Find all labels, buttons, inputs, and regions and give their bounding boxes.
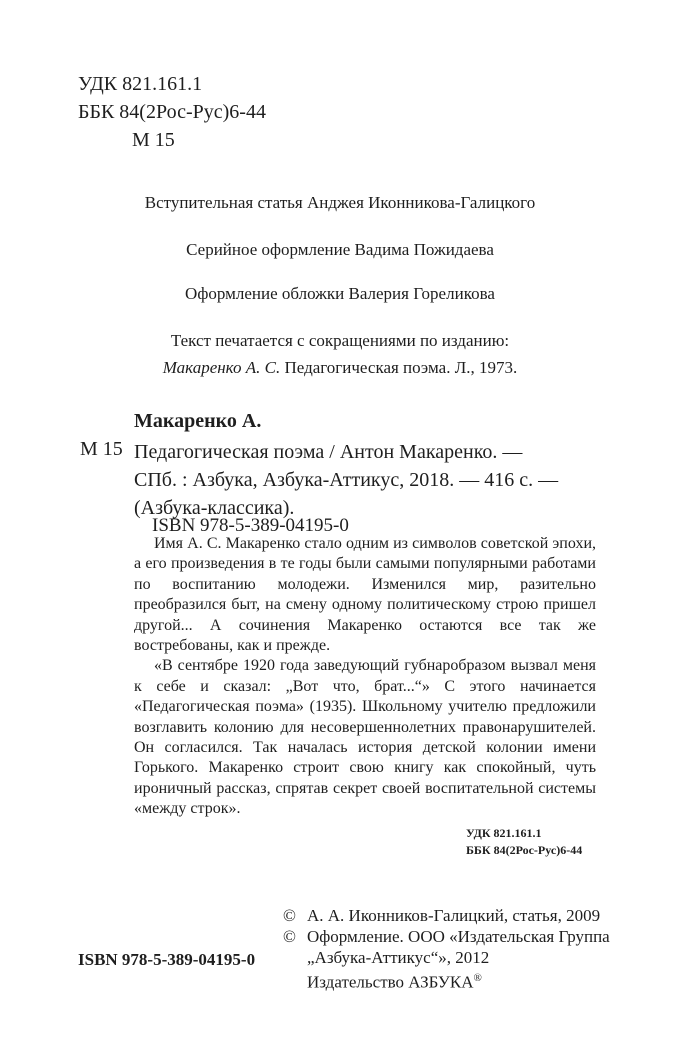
bottom-classification-codes (466, 825, 582, 859)
intro-credit: Вступительная статья Анджея Иконникова-Галицкого (144, 193, 536, 212)
copyright-symbol: © (283, 906, 296, 925)
series-design-credit: Серийное оформление Вадима Пожидаева (186, 240, 494, 259)
annotation (134, 534, 596, 820)
copyright-row-4 (283, 968, 610, 993)
bibliographic-author: Макаренко А. (134, 410, 262, 432)
copyright-row-3 (283, 947, 610, 968)
copyright-block (283, 905, 610, 993)
source-edition-note (0, 327, 680, 381)
bib-line-3: (Азбука-классика). (134, 497, 295, 519)
copyright-line-2: Оформление. ООО «Издательская Группа (307, 927, 610, 946)
bib-line-2: СПб. : Азбука, Азбука-Аттикус, 2018. — 416 с. — (134, 469, 559, 491)
copyright-line-1: А. А. Иконников-Галицкий, статья, 2009 (307, 906, 601, 925)
copyright-line-4: Издательство АЗБУКА (307, 972, 474, 992)
source-title: Педагогическая поэма. Л., 1973. (284, 358, 518, 377)
copyright-row-1 (283, 905, 610, 926)
author-mark: М 15 (132, 129, 175, 151)
bibliographic-description (134, 438, 558, 522)
bbk-code: ББК 84(2Рос-Рус)6-44 (78, 101, 266, 123)
cover-design-credit: Оформление обложки Валерия Гореликова (185, 284, 495, 303)
copyright-symbol: © (283, 927, 296, 946)
registered-mark: ® (473, 972, 482, 984)
copyright-line-3: „Азбука-Аттикус“», 2012 (307, 948, 490, 967)
udk-code: УДК 821.161.1 (78, 73, 203, 95)
top-classification-codes (78, 70, 266, 154)
source-note-text: Текст печатается с сокращениями по изданию: (170, 331, 510, 350)
bottom-bbk-code: ББК 84(2Рос-Рус)6-44 (466, 843, 583, 857)
source-reference (0, 354, 680, 381)
annotation-paragraph-2: «В сентябре 1920 года заведующий губнаробразом вызвал меня к себе и сказал: „Вот что, брат...“» С этого начинается «Педагогическая поэма» (1935). Школьному учителю предложили возглавить колонию для несовершеннолетних правонарушителей. Он согласился. Так началась история детской колонии имени Горького. Макаренко строит свою книгу как спокойный, чуть ироничный рассказ, спрятав секрет своей воспитательной системы «между строк». (134, 657, 596, 818)
bibliographic-author-mark: М 15 (80, 438, 123, 460)
bottom-udk-code: УДК 821.161.1 (466, 826, 542, 840)
annotation-paragraph-1: Имя А. С. Макаренко стало одним из символов советской эпохи, а его произведения в те годы были самыми популярными работами по воспитанию молодежи. Изменился мир, разительно преобразился быт, на смену одному политическому строю пришел другой... А сочинения Макаренко остаются все так же востребованы, как и прежде. (134, 535, 596, 655)
bibliographic-isbn: ISBN 978-5-389-04195-0 (152, 515, 349, 536)
bib-line-1: Педагогическая поэма / Антон Макаренко. — (134, 441, 523, 463)
source-author: Макаренко А. С. (162, 358, 281, 377)
bottom-isbn: ISBN 978-5-389-04195-0 (78, 950, 256, 969)
copyright-row-2 (283, 926, 610, 947)
